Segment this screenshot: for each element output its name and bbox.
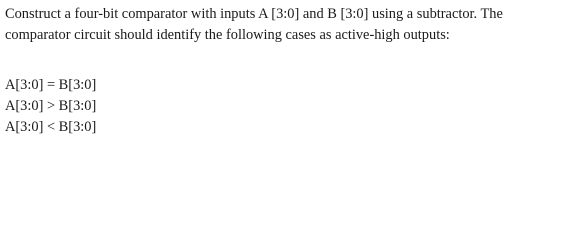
question-line-1: Construct a four-bit comparator with inputs A [3:0] and B [3:0] using a subtractor. The (5, 6, 503, 22)
question-line-2: comparator circuit should identify the following cases as active-high outputs: (5, 27, 450, 43)
case-less: A[3:0] < B[3:0] (5, 119, 97, 135)
case-equal: A[3:0] = B[3:0] (5, 77, 97, 93)
question-text (5, 4, 561, 46)
case-greater: A[3:0] > B[3:0] (5, 98, 97, 114)
case-list (5, 75, 96, 138)
